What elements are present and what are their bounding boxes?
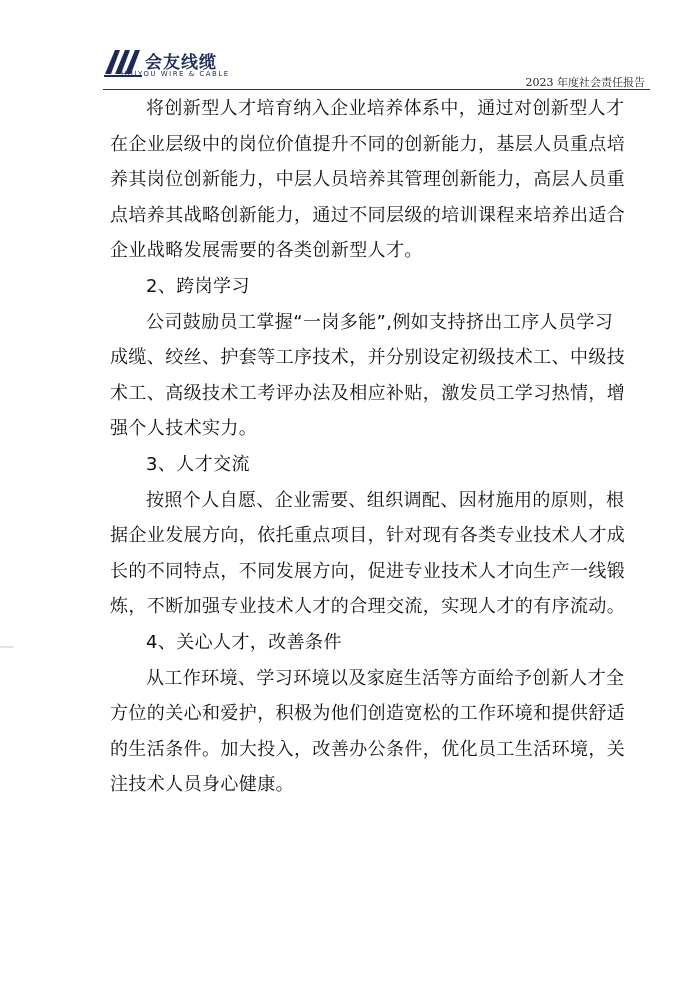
paragraph-cross-post-learning: 公司鼓励员工掌握“一岗多能”,例如支持挤出工序人员学习成缆、绞丝、护套等工序技术，并分别设定初级技术工、中级技术工、高级技术工考评办法及相应补贴，激发员工学习热情，增强个人技术实力。	[110, 311, 626, 440]
report-title: 2023 年度社会责任报告	[525, 76, 645, 89]
section-heading-care-for-talent: 4、关心人才，改善条件	[146, 631, 342, 653]
section-heading-talent-exchange: 3、人才交流	[146, 453, 250, 475]
logo-english-name: HUIYOU WIRE & CABLE	[121, 70, 230, 78]
company-logo	[103, 40, 253, 84]
paragraph-care-for-talent: 从工作环境、学习环境以及家庭生活等方面给予创新人才全方位的关心和爱护，积极为他们创造宽松的工作环境和提供舒适的生活条件。加大投入，改善办公条件，优化员工生活环境，关注技术人员身心健康。	[110, 667, 626, 796]
paragraph-talent-exchange: 按照个人自愿、企业需要、组织调配、因材施用的原则，根据企业发展方向，依托重点项目，针对现有各类专业技术人才成长的不同特点，不同发展方向，促进专业技术人才向生产一线锻炼，不断加强专业技术人才的合理交流，实现人才的有序流动。	[110, 489, 626, 618]
section-heading-cross-post-learning: 2、跨岗学习	[146, 275, 250, 297]
document-body	[110, 91, 630, 803]
scan-margin-mark	[0, 646, 14, 648]
paragraph-innovation-training: 将创新型人才培育纳入企业培养体系中，通过对创新型人才在企业层级中的岗位价值提升不同的创新能力，基层人员重点培养其岗位创新能力，中层人员培养其管理创新能力，高层人员重点培养其战略创新能力，通过不同层级的培训课程来培养出适合企业战略发展需要的各类创新型人才。	[110, 98, 626, 262]
logo-chinese-name: 会友线缆	[145, 53, 217, 73]
header-divider	[103, 89, 650, 90]
page-header	[0, 0, 700, 100]
